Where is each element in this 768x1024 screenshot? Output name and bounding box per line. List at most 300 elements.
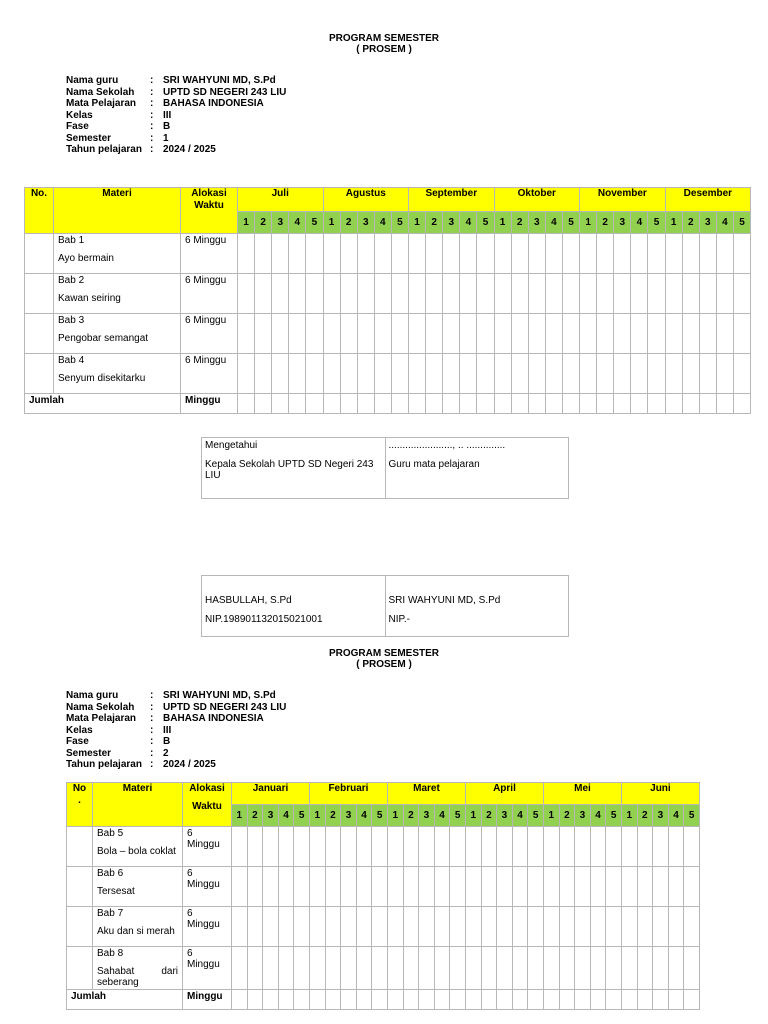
week-header: 1 — [309, 805, 325, 827]
week-cell — [357, 234, 374, 274]
identity-row: Mata Pelajaran : BAHASA INDONESIA — [66, 98, 264, 109]
week-header: 5 — [477, 212, 494, 234]
week-cell — [733, 234, 750, 274]
week-cell — [575, 827, 591, 867]
week-cell — [590, 907, 606, 947]
week-cell — [325, 907, 341, 947]
sign-right-name-cell — [385, 576, 569, 637]
week-cell — [409, 314, 426, 354]
row-no-cell — [67, 867, 93, 907]
week-header: 4 — [289, 212, 306, 234]
week-cell — [543, 827, 559, 867]
week-cell — [403, 907, 419, 947]
week-cell — [272, 234, 289, 274]
month-header: Mei — [543, 783, 621, 805]
week-cell — [665, 234, 682, 274]
week-cell — [372, 827, 388, 867]
week-cell — [278, 947, 294, 990]
week-cell — [580, 274, 597, 314]
week-cell — [232, 947, 248, 990]
week-header: 5 — [528, 805, 544, 827]
total-label: Jumlah — [67, 990, 183, 1010]
sign-teacher-title: Guru mata pelajaran — [388, 459, 480, 470]
week-cell — [716, 354, 733, 394]
week-cell — [238, 314, 255, 354]
week-cell — [263, 827, 279, 867]
week-header: 5 — [648, 212, 665, 234]
topic-label: Bola – bola coklat — [97, 846, 176, 857]
week-header: 5 — [391, 212, 408, 234]
week-cell — [648, 354, 665, 394]
week-cell — [387, 990, 403, 1010]
month-header: Februari — [309, 783, 387, 805]
week-cell — [614, 274, 631, 314]
week-cell — [272, 354, 289, 394]
week-header: 5 — [294, 805, 310, 827]
identity-row: Fase : B — [66, 121, 171, 132]
week-cell — [597, 314, 614, 354]
week-cell — [443, 274, 460, 314]
topic-label: Senyum disekitarku — [58, 373, 146, 384]
week-header: 3 — [497, 805, 513, 827]
week-header: 2 — [255, 212, 272, 234]
principal-nip: NIP.198901132015021001 — [205, 614, 323, 625]
week-cell — [631, 394, 648, 414]
week-cell — [278, 827, 294, 867]
week-cell — [699, 234, 716, 274]
week-cell — [631, 314, 648, 354]
week-header: 1 — [494, 212, 511, 234]
week-cell — [391, 274, 408, 314]
week-cell — [606, 827, 622, 867]
week-cell — [357, 354, 374, 394]
table-row — [67, 827, 700, 867]
week-header: 2 — [559, 805, 575, 827]
week-cell — [637, 947, 653, 990]
week-cell — [684, 827, 700, 867]
topic-label: Ayo bermain — [58, 253, 114, 264]
week-cell — [648, 234, 665, 274]
week-cell — [614, 394, 631, 414]
week-cell — [481, 827, 497, 867]
week-cell — [597, 234, 614, 274]
week-cell — [590, 947, 606, 990]
identity-row: Nama guru : SRI WAHYUNI MD, S.Pd — [66, 690, 276, 701]
week-cell — [306, 394, 323, 414]
week-cell — [356, 947, 372, 990]
week-cell — [543, 947, 559, 990]
week-cell — [374, 394, 391, 414]
week-cell — [372, 947, 388, 990]
week-cell — [309, 867, 325, 907]
week-cell — [409, 394, 426, 414]
week-header: 1 — [665, 212, 682, 234]
week-cell — [247, 867, 263, 907]
week-cell — [306, 234, 323, 274]
alokasi-cell: 6 Minggu — [183, 947, 232, 990]
week-cell — [665, 394, 682, 414]
row-no-cell — [25, 234, 54, 274]
week-cell — [543, 867, 559, 907]
week-header: 3 — [653, 805, 669, 827]
identity-row: Mata Pelajaran : BAHASA INDONESIA — [66, 713, 264, 724]
page1-signature-top — [201, 437, 569, 499]
week-cell — [559, 947, 575, 990]
alokasi-cell: 6 Minggu — [181, 274, 238, 314]
week-cell — [575, 990, 591, 1010]
page1-prosem-table — [24, 187, 751, 414]
week-cell — [699, 394, 716, 414]
week-header: 3 — [699, 212, 716, 234]
page2-title: PROGRAM SEMESTER — [328, 648, 439, 659]
week-cell — [528, 827, 544, 867]
week-cell — [716, 234, 733, 274]
topic-label: Sahabat dari — [97, 966, 178, 977]
week-cell — [528, 907, 544, 947]
week-cell — [294, 907, 310, 947]
week-header: 2 — [426, 212, 443, 234]
week-cell — [543, 990, 559, 1010]
week-cell — [631, 354, 648, 394]
week-header: 3 — [263, 805, 279, 827]
week-cell — [512, 907, 528, 947]
materi-cell — [93, 827, 183, 867]
week-cell — [460, 394, 477, 414]
week-cell — [497, 907, 513, 947]
week-cell — [637, 867, 653, 907]
week-cell — [323, 274, 340, 314]
week-cell — [289, 274, 306, 314]
week-cell — [340, 354, 357, 394]
total-value: Minggu — [183, 990, 232, 1010]
topic-label: Tersesat — [97, 886, 135, 897]
topic-label: Pengobar semangat — [58, 333, 149, 344]
week-header: 2 — [682, 212, 699, 234]
week-cell — [238, 234, 255, 274]
week-cell — [289, 314, 306, 354]
week-cell — [306, 314, 323, 354]
week-header: 2 — [597, 212, 614, 234]
topic-label: Kawan seiring — [58, 293, 121, 304]
week-cell — [232, 827, 248, 867]
week-header: 4 — [374, 212, 391, 234]
week-cell — [606, 907, 622, 947]
col-alokasi-header: Alokasi Waktu — [183, 783, 232, 827]
week-cell — [682, 274, 699, 314]
month-header: Maret — [387, 783, 465, 805]
week-cell — [419, 990, 435, 1010]
week-cell — [340, 394, 357, 414]
week-cell — [403, 990, 419, 1010]
page2-prosem-table — [66, 782, 700, 1010]
bab-label: Bab 2 — [58, 275, 85, 286]
week-cell — [528, 234, 545, 274]
week-header: 4 — [434, 805, 450, 827]
week-cell — [374, 274, 391, 314]
week-cell — [621, 907, 637, 947]
month-header: Juni — [621, 783, 699, 805]
week-header: 1 — [580, 212, 597, 234]
week-cell — [545, 394, 562, 414]
week-header: 3 — [357, 212, 374, 234]
week-cell — [682, 314, 699, 354]
alokasi-cell: 6 Minggu — [181, 234, 238, 274]
week-header: 4 — [631, 212, 648, 234]
week-cell — [545, 354, 562, 394]
week-header: 1 — [238, 212, 255, 234]
page1-identity — [66, 75, 286, 156]
week-cell — [403, 827, 419, 867]
table-row — [25, 354, 751, 394]
week-cell — [477, 314, 494, 354]
month-header: Juli — [238, 188, 324, 212]
week-cell — [263, 947, 279, 990]
week-header: 3 — [575, 805, 591, 827]
week-cell — [306, 354, 323, 394]
identity-row: Kelas : III — [66, 724, 172, 736]
week-cell — [621, 947, 637, 990]
week-cell — [668, 947, 684, 990]
week-cell — [512, 827, 528, 867]
week-cell — [426, 354, 443, 394]
week-cell — [255, 354, 272, 394]
topic-label: Aku dan si merah — [97, 926, 175, 937]
week-cell — [481, 867, 497, 907]
week-cell — [528, 314, 545, 354]
table-row — [25, 274, 751, 314]
week-header: 1 — [323, 212, 340, 234]
alokasi-cell: 6 Minggu — [183, 867, 232, 907]
week-cell — [497, 947, 513, 990]
identity-row: Nama guru : SRI WAHYUNI MD, S.Pd — [66, 75, 276, 86]
identity-row: Tahun pelajaran : 2024 / 2025 — [66, 144, 216, 155]
week-cell — [232, 867, 248, 907]
week-cell — [528, 947, 544, 990]
week-cell — [494, 394, 511, 414]
week-header: 5 — [450, 805, 466, 827]
week-cell — [434, 867, 450, 907]
week-cell — [403, 867, 419, 907]
week-cell — [372, 907, 388, 947]
materi-cell — [93, 907, 183, 947]
week-cell — [699, 354, 716, 394]
week-cell — [637, 907, 653, 947]
week-cell — [247, 827, 263, 867]
week-cell — [614, 354, 631, 394]
week-cell — [387, 907, 403, 947]
week-cell — [668, 827, 684, 867]
week-cell — [325, 947, 341, 990]
week-cell — [247, 907, 263, 947]
row-no-cell — [67, 907, 93, 947]
week-cell — [278, 907, 294, 947]
week-cell — [289, 234, 306, 274]
week-header: 5 — [562, 212, 579, 234]
total-value: Minggu — [181, 394, 238, 414]
week-header: 2 — [325, 805, 341, 827]
week-header: 5 — [733, 212, 750, 234]
week-cell — [631, 234, 648, 274]
week-cell — [232, 990, 248, 1010]
week-cell — [460, 314, 477, 354]
week-cell — [263, 867, 279, 907]
week-cell — [391, 354, 408, 394]
week-cell — [372, 867, 388, 907]
week-cell — [653, 990, 669, 1010]
week-cell — [272, 314, 289, 354]
week-cell — [562, 394, 579, 414]
week-cell — [511, 314, 528, 354]
week-cell — [684, 907, 700, 947]
bab-label: Bab 6 — [97, 868, 124, 879]
week-header: 3 — [443, 212, 460, 234]
week-cell — [545, 274, 562, 314]
week-cell — [733, 274, 750, 314]
week-cell — [426, 394, 443, 414]
week-cell — [340, 274, 357, 314]
week-cell — [648, 274, 665, 314]
row-no-cell — [25, 274, 54, 314]
week-cell — [733, 394, 750, 414]
week-cell — [559, 990, 575, 1010]
total-row — [25, 394, 751, 414]
week-cell — [528, 274, 545, 314]
week-cell — [325, 827, 341, 867]
col-no-header: No . — [67, 783, 93, 827]
teacher-nip: NIP.- — [388, 614, 410, 625]
week-cell — [434, 990, 450, 1010]
table-row — [67, 907, 700, 947]
week-cell — [419, 827, 435, 867]
week-cell — [511, 274, 528, 314]
week-cell — [511, 394, 528, 414]
week-header: 1 — [543, 805, 559, 827]
materi-cell — [93, 867, 183, 907]
week-cell — [255, 234, 272, 274]
week-cell — [323, 354, 340, 394]
week-cell — [614, 314, 631, 354]
week-cell — [450, 947, 466, 990]
week-cell — [426, 314, 443, 354]
week-cell — [294, 947, 310, 990]
week-cell — [575, 907, 591, 947]
alokasi-cell: 6 Minggu — [183, 827, 232, 867]
month-header: Agustus — [323, 188, 409, 212]
week-cell — [372, 990, 388, 1010]
week-cell — [477, 274, 494, 314]
week-cell — [559, 867, 575, 907]
week-cell — [403, 947, 419, 990]
week-cell — [716, 394, 733, 414]
week-cell — [374, 354, 391, 394]
sign-mengetahui: Mengetahui — [205, 440, 258, 451]
week-cell — [668, 907, 684, 947]
week-cell — [597, 354, 614, 394]
week-header: 2 — [247, 805, 263, 827]
week-cell — [494, 354, 511, 394]
week-header: 2 — [511, 212, 528, 234]
week-cell — [255, 314, 272, 354]
week-header: 4 — [590, 805, 606, 827]
week-cell — [247, 947, 263, 990]
month-header: Januari — [232, 783, 310, 805]
sign-principal-title: Kepala Sekolah UPTD SD Negeri 243 LIU — [205, 459, 374, 481]
sign-left-name-cell — [202, 576, 386, 637]
col-no-header: No. — [25, 188, 54, 234]
week-cell — [648, 314, 665, 354]
week-header: 3 — [528, 212, 545, 234]
week-cell — [450, 990, 466, 1010]
week-cell — [465, 947, 481, 990]
month-header: Desember — [665, 188, 751, 212]
week-cell — [477, 354, 494, 394]
week-cell — [497, 867, 513, 907]
week-cell — [562, 234, 579, 274]
week-cell — [590, 990, 606, 1010]
week-cell — [357, 314, 374, 354]
week-cell — [621, 827, 637, 867]
week-cell — [580, 314, 597, 354]
week-cell — [409, 354, 426, 394]
page1-signature-bottom — [201, 575, 569, 637]
week-cell — [665, 314, 682, 354]
week-cell — [653, 827, 669, 867]
week-header: 5 — [606, 805, 622, 827]
week-cell — [409, 234, 426, 274]
week-cell — [263, 907, 279, 947]
week-cell — [309, 907, 325, 947]
week-cell — [374, 314, 391, 354]
row-no-cell — [25, 314, 54, 354]
week-cell — [494, 314, 511, 354]
week-cell — [294, 827, 310, 867]
alokasi-cell: 6 Minggu — [181, 354, 238, 394]
total-label: Jumlah — [25, 394, 181, 414]
week-header: 1 — [232, 805, 248, 827]
bab-label: Bab 5 — [97, 828, 124, 839]
week-header: 1 — [409, 212, 426, 234]
week-cell — [272, 274, 289, 314]
materi-cell — [54, 354, 181, 394]
week-cell — [606, 990, 622, 1010]
week-cell — [580, 394, 597, 414]
week-cell — [665, 274, 682, 314]
bab-label: Bab 3 — [58, 315, 85, 326]
week-cell — [450, 907, 466, 947]
week-cell — [434, 827, 450, 867]
table-row — [25, 314, 751, 354]
topic-label-cont: seberang — [97, 977, 139, 988]
page2-subtitle: ( PROSEM ) — [356, 659, 412, 670]
week-header: 5 — [372, 805, 388, 827]
week-cell — [323, 234, 340, 274]
week-cell — [356, 907, 372, 947]
week-cell — [682, 394, 699, 414]
week-cell — [648, 394, 665, 414]
week-cell — [391, 394, 408, 414]
row-no-cell — [67, 827, 93, 867]
week-header: 5 — [306, 212, 323, 234]
week-cell — [653, 867, 669, 907]
week-cell — [357, 274, 374, 314]
page1-title: PROGRAM SEMESTER — [328, 33, 439, 44]
week-cell — [528, 354, 545, 394]
week-cell — [443, 394, 460, 414]
week-cell — [325, 867, 341, 907]
week-cell — [733, 354, 750, 394]
week-cell — [306, 274, 323, 314]
week-cell — [614, 234, 631, 274]
